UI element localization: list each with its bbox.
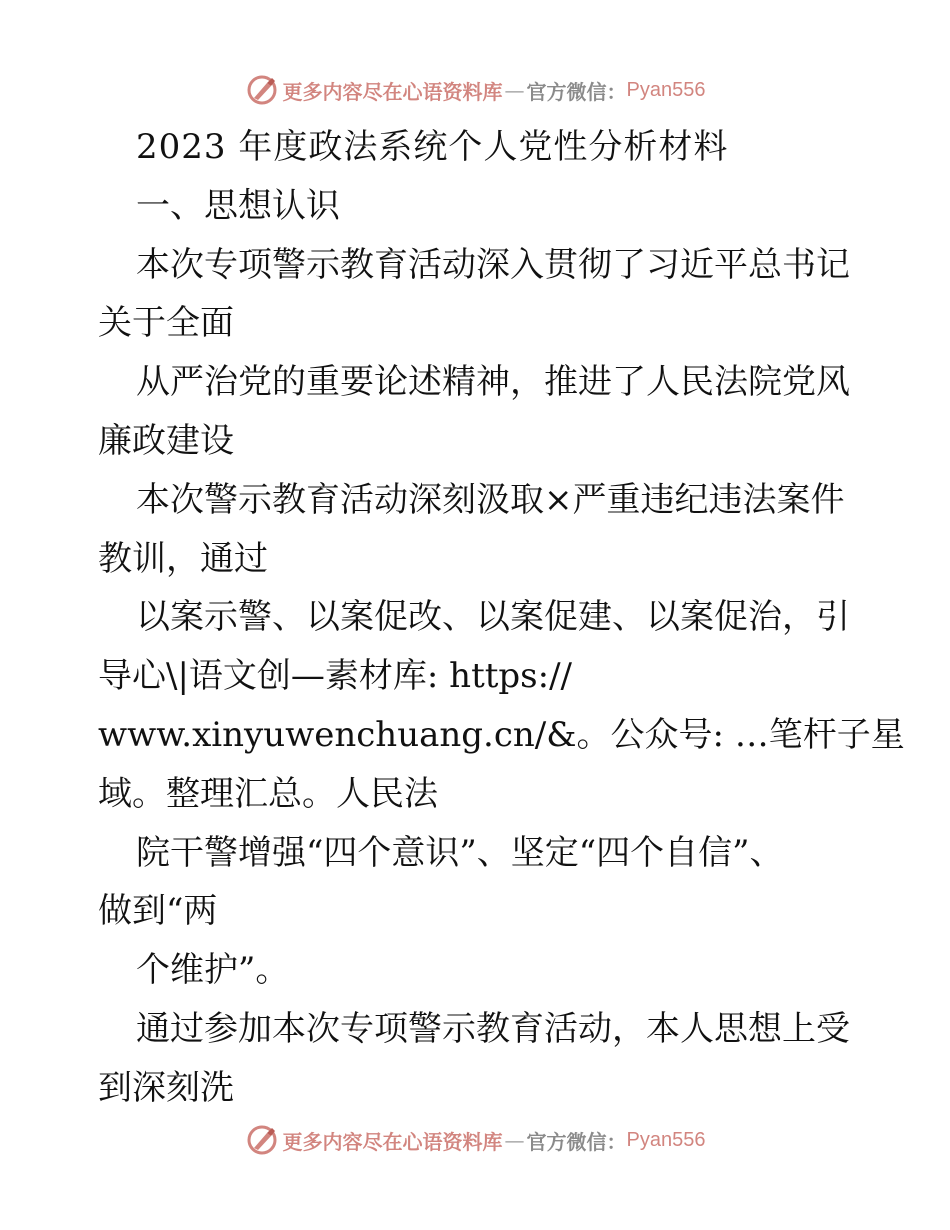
- pen-seal-icon: [245, 1123, 279, 1157]
- paragraph-line: 从严治党的重要论述精神，推进了人民法院党风: [136, 362, 850, 403]
- paragraph-line: 导心\|语文创—素材库: https://: [98, 656, 572, 697]
- banner-brand-text: 更多内容尽在心语资料库: [282, 79, 503, 104]
- document-title: 2023 年度政法系统个人党性分析材料: [136, 127, 729, 167]
- paragraph-line: 以案示警、以案促改、以案促建、以案促治，引: [136, 597, 850, 638]
- paragraph-line: 院干警增强“四个意识”、坚定“四个自信”、: [136, 832, 784, 873]
- paragraph-line: 通过参加本次专项警示教育活动，本人思想上受: [136, 1008, 850, 1049]
- banner-official-label: 官方微信：: [526, 79, 627, 104]
- section-heading: 一、思想认识: [136, 185, 340, 226]
- document-body: [98, 118, 905, 1118]
- paragraph-line: 廉政建设: [98, 420, 234, 461]
- banner-official-label: 官方微信：: [526, 1129, 627, 1154]
- banner-wechat-id: Pyan556: [626, 1128, 706, 1151]
- header-banner: [0, 70, 950, 110]
- paragraph-line: 个维护”。: [136, 950, 290, 991]
- paragraph-line: 到深刻洗: [98, 1067, 234, 1108]
- paragraph-line: 域。整理汇总。人民法: [98, 773, 438, 814]
- paragraph-line: www.xinyuwenchuang.cn/&。公众号: …笔杆子星: [98, 714, 905, 755]
- banner-brand-text: 更多内容尽在心语资料库: [282, 1129, 503, 1154]
- footer-banner: [0, 1120, 950, 1160]
- banner-wechat-id: Pyan556: [626, 78, 706, 101]
- paragraph-line: 本次专项警示教育活动深入贯彻了习近平总书记: [136, 244, 850, 285]
- paragraph-line: 教训，通过: [98, 538, 268, 579]
- paragraph-line: 关于全面: [98, 303, 234, 344]
- pen-seal-icon: [245, 73, 279, 107]
- banner-dash: —: [504, 78, 525, 102]
- paragraph-line: 本次警示教育活动深刻汲取×严重违纪违法案件: [136, 479, 845, 520]
- paragraph-line: 做到“两: [98, 891, 218, 932]
- banner-dash: —: [504, 1128, 525, 1152]
